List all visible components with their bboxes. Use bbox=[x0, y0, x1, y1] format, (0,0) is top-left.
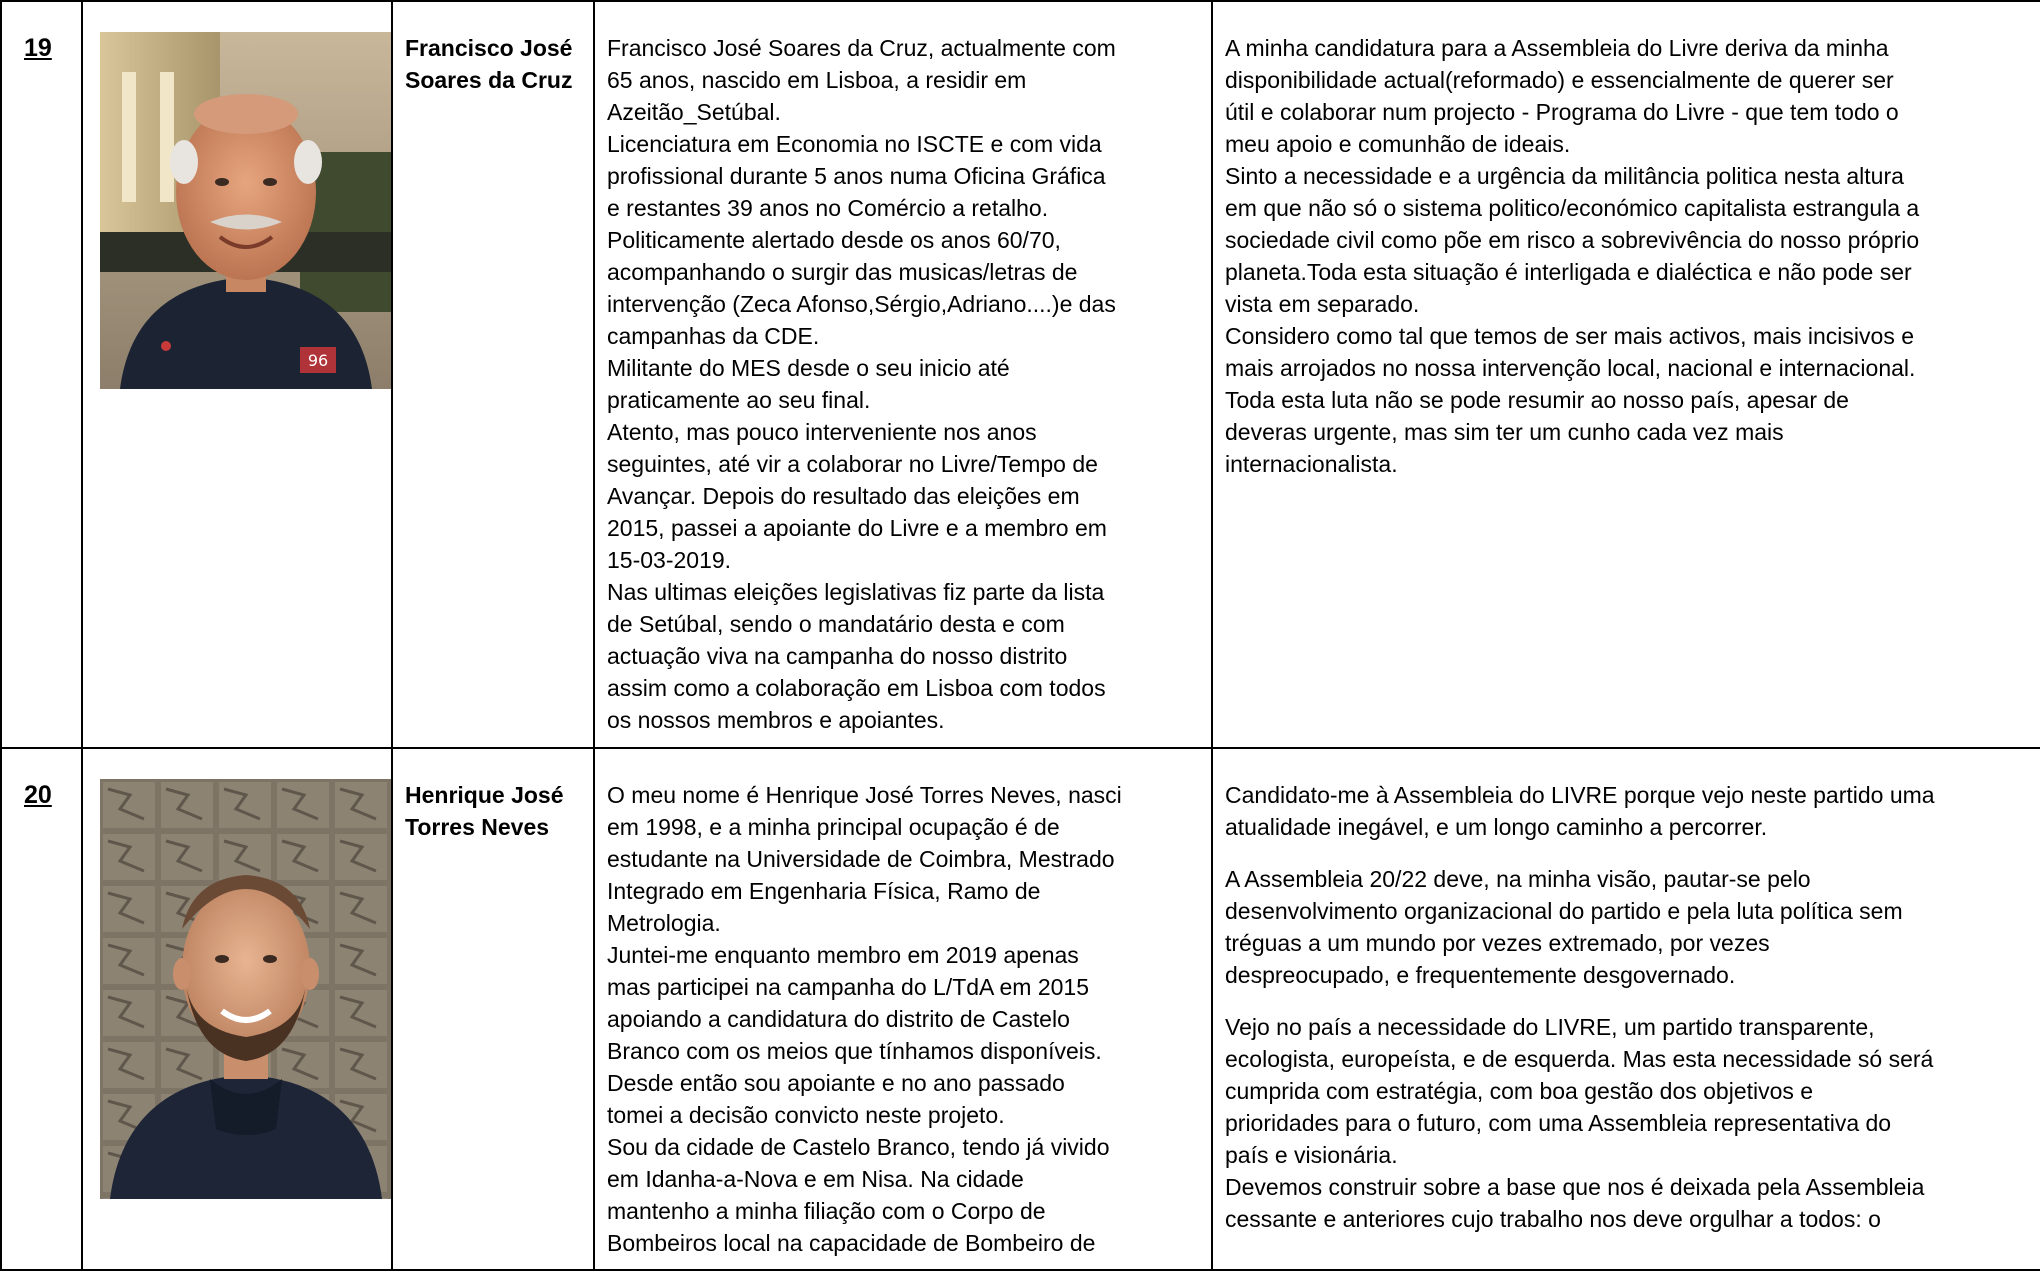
photo-cell bbox=[82, 1, 392, 748]
bio-line: Francisco José Soares da Cruz, actualmente com bbox=[607, 35, 1116, 61]
motivation-line: Vejo no país a necessidade do LIVRE, um partido transparente, bbox=[1225, 1014, 1875, 1040]
motivation-line: Devemos construir sobre a base que nos é deixada pela Assembleia bbox=[1225, 1174, 1925, 1200]
motivation-line: em que não só o sistema politico/económico capitalista estrangula a bbox=[1225, 195, 1920, 221]
candidate-motivation bbox=[1213, 2, 2040, 480]
motivation-line: cessante e anteriores cujo trabalho nos deve orgulhar a todos: o bbox=[1225, 1206, 1881, 1232]
number-cell bbox=[1, 748, 82, 1270]
bio-line: 65 anos, nascido em Lisboa, a residir em bbox=[607, 67, 1027, 93]
motivation-line: desenvolvimento organizacional do partido e pela luta política sem bbox=[1225, 898, 1903, 924]
number-cell bbox=[1, 1, 82, 748]
bio-line: 15-03-2019. bbox=[607, 547, 732, 573]
motivation-line: atualidade inegável, e um longo caminho a percorrer. bbox=[1225, 814, 1768, 840]
candidate-bio bbox=[595, 2, 1211, 736]
motivation-line: vista em separado. bbox=[1225, 291, 1420, 317]
bio-line: intervenção (Zeca Afonso,Sérgio,Adriano....)e das bbox=[607, 291, 1116, 317]
bio-line: profissional durante 5 anos numa Oficina Gráfica bbox=[607, 163, 1106, 189]
svg-text:96: 96 bbox=[307, 351, 329, 370]
bio-line: Azeitão_Setúbal. bbox=[607, 99, 781, 125]
bio-line: Desde então sou apoiante e no ano passado bbox=[607, 1070, 1065, 1096]
bio-line: estudante na Universidade de Coimbra, Mestrado bbox=[607, 846, 1115, 872]
bio-line: e restantes 39 anos no Comércio a retalho. bbox=[607, 195, 1049, 221]
bio-line: Politicamente alertado desde os anos 60/70, bbox=[607, 227, 1061, 253]
motivation-line: país e visionária. bbox=[1225, 1142, 1398, 1168]
bio-line: mas participei na campanha do L/TdA em 2015 bbox=[607, 974, 1090, 1000]
candidate-row bbox=[1, 748, 2040, 1270]
bio-cell bbox=[594, 1, 1212, 748]
bio-line: acompanhando o surgir das musicas/letras de bbox=[607, 259, 1078, 285]
bio-line: tomei a decisão convicto neste projeto. bbox=[607, 1102, 1005, 1128]
bio-line: assim como a colaboração em Lisboa com todos bbox=[607, 675, 1106, 701]
motivation-line: útil e colaborar num projecto - Programa do Livre - que tem todo o bbox=[1225, 99, 1899, 125]
bio-line: Branco com os meios que tínhamos disponíveis. bbox=[607, 1038, 1102, 1064]
bio-line: Licenciatura em Economia no ISCTE e com vida bbox=[607, 131, 1102, 157]
paragraph-gap bbox=[1225, 843, 2040, 863]
bio-line: de Setúbal, sendo o mandatário desta e com bbox=[607, 611, 1065, 637]
bio-line: Atento, mas pouco interveniente nos anos bbox=[607, 419, 1037, 445]
motivation-line: planeta.Toda esta situação é interligada e dialéctica e não pode ser bbox=[1225, 259, 1912, 285]
motivation-line: Toda esta luta não se pode resumir ao nosso país, apesar de bbox=[1225, 387, 1849, 413]
candidate-row bbox=[1, 1, 2040, 748]
motivation-line: Sinto a necessidade e a urgência da militância politica nesta altura bbox=[1225, 163, 1904, 189]
bio-line: actuação viva na campanha do nosso distrito bbox=[607, 643, 1068, 669]
motivation-line: Considero como tal que temos de ser mais activos, mais incisivos e bbox=[1225, 323, 1915, 349]
motivation-line: sociedade civil como põe em risco a sobrevivência do nosso próprio bbox=[1225, 227, 1920, 253]
candidate-photo bbox=[100, 32, 392, 389]
bio-line: campanhas da CDE. bbox=[607, 323, 820, 349]
candidate-number: 20 bbox=[24, 781, 52, 809]
bio-line: Nas ultimas eleições legislativas fiz parte da lista bbox=[607, 579, 1105, 605]
motivation-line: Candidato-me à Assembleia do LIVRE porque vejo neste partido uma bbox=[1225, 782, 1935, 808]
motivation-line: prioridades para o futuro, com uma Assembleia representativa do bbox=[1225, 1110, 1892, 1136]
name-cell bbox=[392, 1, 594, 748]
bio-line: Avançar. Depois do resultado das eleições em bbox=[607, 483, 1080, 509]
bio-line: Militante do MES desde o seu inicio até bbox=[607, 355, 1010, 381]
bio-line: Juntei-me enquanto membro em 2019 apenas bbox=[607, 942, 1079, 968]
bio-line: mantenho a minha filiação com o Corpo de bbox=[607, 1198, 1046, 1224]
motivation-line: mais arrojados no nossa intervenção local, nacional e internacional. bbox=[1225, 355, 1916, 381]
paragraph-gap bbox=[1225, 991, 2040, 1011]
motivation-line: ecologista, europeísta, e de esquerda. Mas esta necessidade só será bbox=[1225, 1046, 1934, 1072]
motivation-line: A minha candidatura para a Assembleia do Livre deriva da minha bbox=[1225, 35, 1889, 61]
motivation-cell bbox=[1212, 748, 2040, 1270]
candidate-name: Francisco José Soares da Cruz bbox=[405, 35, 573, 93]
bio-line: Metrologia. bbox=[607, 910, 721, 936]
motivation-line: deveras urgente, mas sim ter um cunho cada vez mais bbox=[1225, 419, 1784, 445]
candidate-bio bbox=[595, 749, 1211, 1259]
bio-line: 2015, passei a apoiante do Livre e a membro em bbox=[607, 515, 1107, 541]
motivation-line: disponibilidade actual(reformado) e essencialmente de querer ser bbox=[1225, 67, 1894, 93]
bio-line: Sou da cidade de Castelo Branco, tendo já vivido bbox=[607, 1134, 1110, 1160]
motivation-line: cumprida com estratégia, com boa gestão dos objetivos e bbox=[1225, 1078, 1814, 1104]
bio-line: O meu nome é Henrique José Torres Neves, nasci bbox=[607, 782, 1122, 808]
candidate-motivation bbox=[1213, 749, 2040, 1235]
motivation-line: tréguas a um mundo por vezes extremado, por vezes bbox=[1225, 930, 1770, 956]
bio-line: praticamente ao seu final. bbox=[607, 387, 871, 413]
bio-line: os nossos membros e apoiantes. bbox=[607, 707, 945, 733]
bio-line: apoiando a candidatura do distrito de Castelo bbox=[607, 1006, 1070, 1032]
bio-line: Bombeiros local na capacidade de Bombeiro de bbox=[607, 1230, 1096, 1256]
candidate-number: 19 bbox=[24, 34, 52, 62]
bio-line: em 1998, e a minha principal ocupação é de bbox=[607, 814, 1060, 840]
bio-cell bbox=[594, 748, 1212, 1270]
candidate-name: Henrique José Torres Neves bbox=[405, 782, 564, 840]
bio-line: em Idanha-a-Nova e em Nisa. Na cidade bbox=[607, 1166, 1024, 1192]
candidate-photo bbox=[100, 779, 392, 1199]
motivation-cell bbox=[1212, 1, 2040, 748]
motivation-line: internacionalista. bbox=[1225, 451, 1398, 477]
motivation-line: A Assembleia 20/22 deve, na minha visão, pautar-se pelo bbox=[1225, 866, 1811, 892]
name-cell bbox=[392, 748, 594, 1270]
bio-line: Integrado em Engenharia Física, Ramo de bbox=[607, 878, 1041, 904]
photo-cell bbox=[82, 748, 392, 1270]
bio-line: seguintes, até vir a colaborar no Livre/Tempo de bbox=[607, 451, 1098, 477]
motivation-line: meu apoio e comunhão de ideais. bbox=[1225, 131, 1571, 157]
motivation-line: despreocupado, e frequentemente desgovernado. bbox=[1225, 962, 1736, 988]
